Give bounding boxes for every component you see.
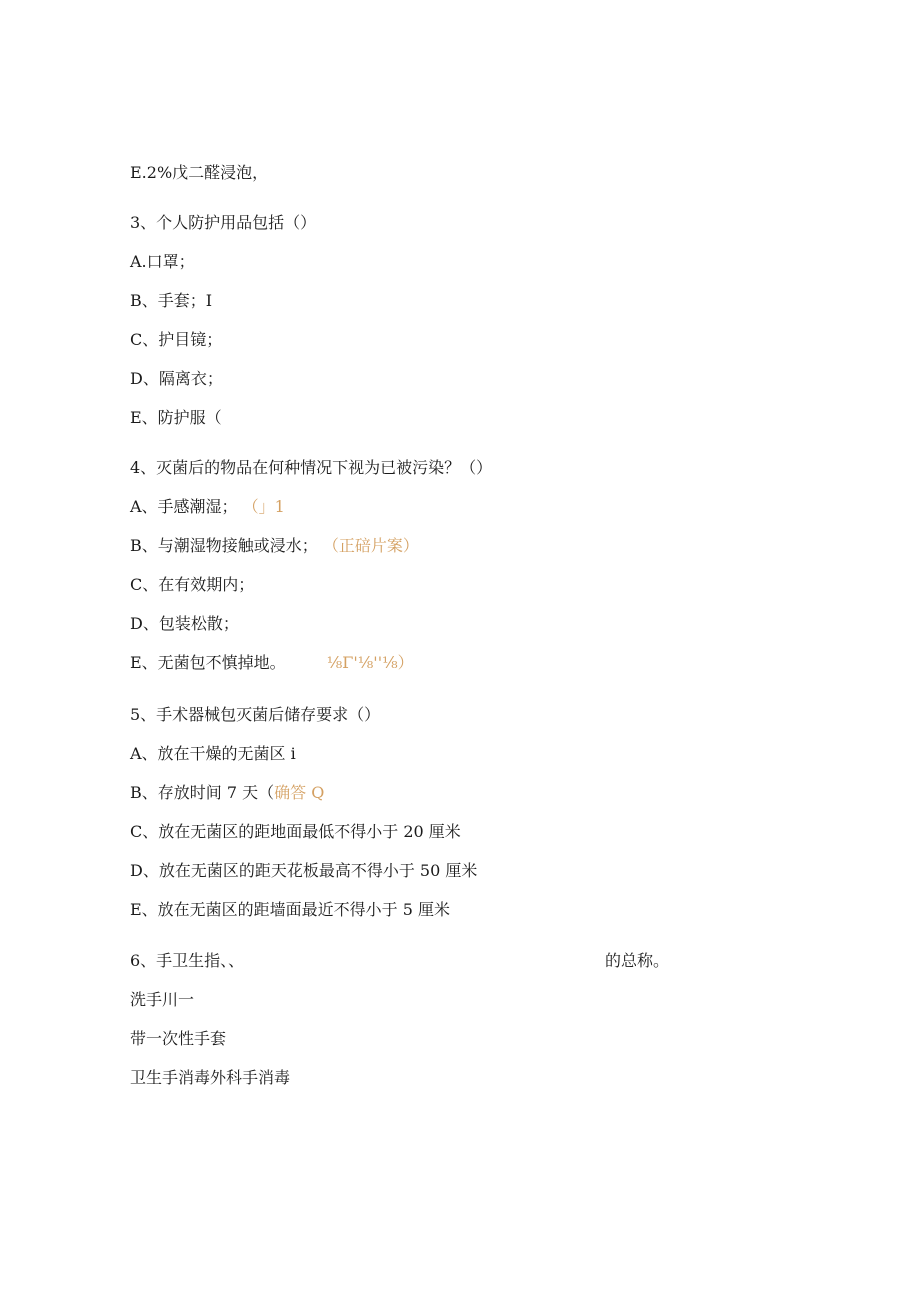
- q6-answer-line-2: 带一次性手套: [130, 1029, 227, 1048]
- q6-question-text: 6、手卫生指、、: [130, 951, 245, 970]
- q3-option-b: B、手套；I: [130, 291, 213, 310]
- q5-option-c: C、放在无菌区的距地面最低不得小于 20 厘米: [130, 822, 461, 841]
- q4-option-b-text: B、与潮湿物接触或浸水；: [130, 536, 318, 555]
- q3-option-c: C、护目镜；: [130, 330, 223, 349]
- q5-option-b: [130, 783, 324, 803]
- q4-option-a-mark: （」1: [242, 497, 285, 516]
- q4-option-e: [130, 653, 414, 673]
- q2-option-e: E.2%戊二醛浸泡，: [130, 163, 269, 182]
- q4-option-a: [130, 497, 285, 517]
- q4-option-e-mark: ⅛Γ'⅛''⅛）: [326, 653, 414, 672]
- q6-question-tail: 的总称。: [605, 951, 670, 970]
- q6-answer-line-1: 洗手川一: [130, 990, 195, 1009]
- q4-option-d: D、包装松散；: [130, 614, 239, 633]
- q5-option-a: A、放在干燥的无菌区 i: [130, 744, 296, 763]
- q4-option-a-text: A、手感潮湿；: [130, 497, 238, 516]
- q4-option-b: [130, 536, 419, 556]
- q6-question: [130, 951, 790, 971]
- q4-question: 4、灭菌后的物品在何种情况下视为已被污染？（）: [130, 458, 493, 477]
- q5-option-b-mark: 确答 Q: [274, 783, 325, 802]
- q5-option-e: E、放在无菌区的距墙面最近不得小于 5 厘米: [130, 900, 451, 919]
- q6-answer-line-3: 卫生手消毒外科手消毒: [130, 1068, 291, 1087]
- q4-option-b-mark: （正碚片案）: [322, 536, 419, 555]
- q3-option-a: A.口罩；: [130, 252, 195, 271]
- q3-option-d: D、隔离衣；: [130, 369, 223, 388]
- q3-option-e: E、防护服（: [130, 408, 222, 427]
- q4-option-c: C、在有效期内；: [130, 575, 255, 594]
- q5-question: 5、手术器械包灭菌后储存要求（）: [130, 705, 381, 724]
- q4-option-e-text: E、无菌包不慎掉地。: [130, 653, 286, 672]
- q3-question: 3、个人防护用品包括（）: [130, 213, 317, 232]
- q5-option-b-text: B、存放时间 7 天（: [130, 783, 275, 802]
- q5-option-d: D、放在无菌区的距天花板最高不得小于 50 厘米: [130, 861, 478, 880]
